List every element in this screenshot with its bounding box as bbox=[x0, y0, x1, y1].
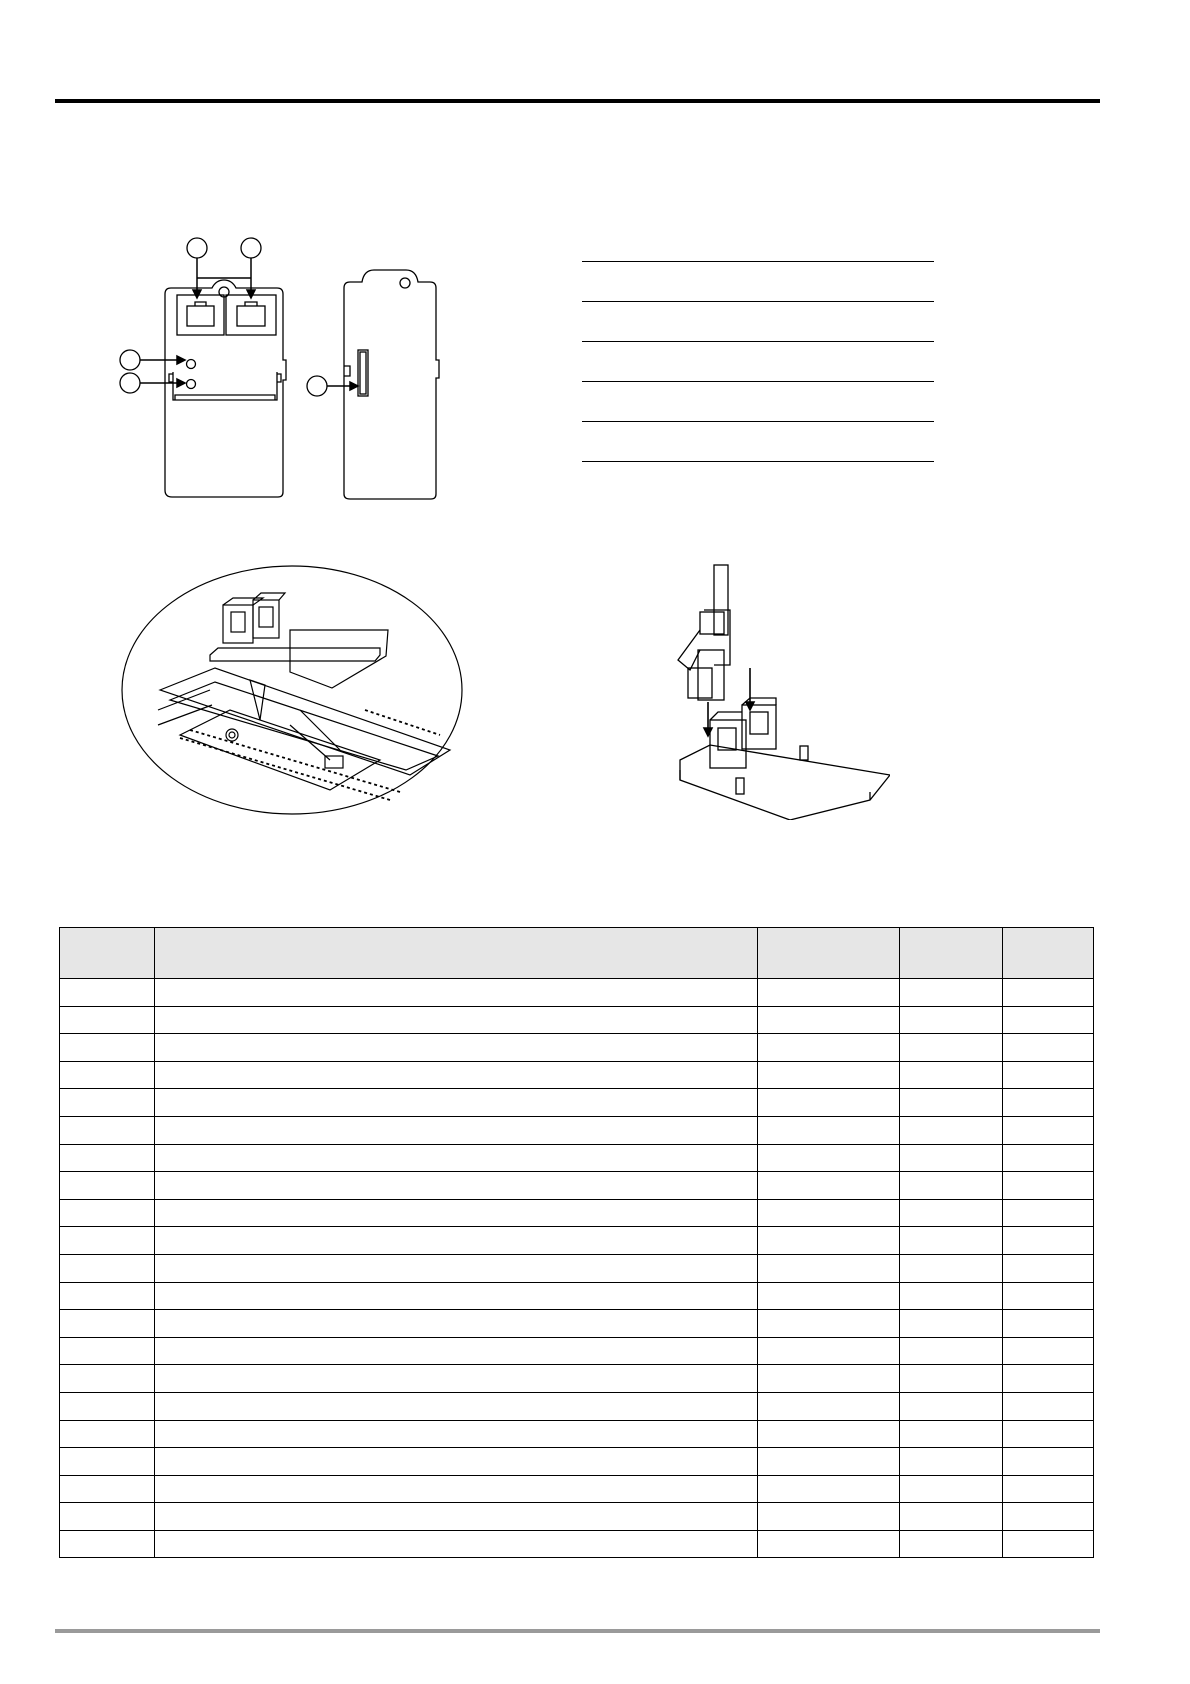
spec-table-cell bbox=[900, 1199, 1003, 1227]
spec-table-cell bbox=[60, 1310, 155, 1338]
callout-circle-5 bbox=[307, 376, 327, 396]
spec-table-cell bbox=[60, 1172, 155, 1200]
spec-table-cell bbox=[60, 1089, 155, 1117]
installation-figure bbox=[120, 560, 465, 820]
spec-table-row bbox=[60, 1503, 1094, 1531]
spec-table-row bbox=[60, 1365, 1094, 1393]
spec-table-cell bbox=[758, 1365, 900, 1393]
module-front-view-figure bbox=[115, 232, 295, 502]
spec-table-cell bbox=[900, 1365, 1003, 1393]
cable-connect-figure bbox=[670, 560, 890, 820]
spec-table-cell bbox=[900, 1475, 1003, 1503]
spec-table-cell bbox=[60, 1392, 155, 1420]
spec-table-cell bbox=[758, 1282, 900, 1310]
spec-table-cell bbox=[154, 1448, 757, 1476]
spec-table-cell bbox=[758, 1034, 900, 1062]
spec-header-cell bbox=[1003, 928, 1094, 979]
spec-table-cell bbox=[758, 1227, 900, 1255]
spec-table-cell bbox=[758, 1448, 900, 1476]
module-installation-zoom bbox=[120, 560, 465, 820]
spec-table-cell bbox=[758, 1006, 900, 1034]
spec-table-cell bbox=[758, 1503, 900, 1531]
spec-table-row bbox=[60, 1172, 1094, 1200]
spec-table-cell bbox=[1003, 979, 1094, 1007]
module-back-view bbox=[300, 262, 480, 502]
spec-table-cell bbox=[900, 1116, 1003, 1144]
spec-table-cell bbox=[900, 1420, 1003, 1448]
spec-table-cell bbox=[60, 1227, 155, 1255]
spec-table-row bbox=[60, 1448, 1094, 1476]
spec-table-cell bbox=[1003, 1475, 1094, 1503]
spec-table-cell bbox=[758, 1392, 900, 1420]
spec-table-cell bbox=[1003, 1144, 1094, 1172]
spec-table-cell bbox=[1003, 1116, 1094, 1144]
spec-table-cell bbox=[900, 1089, 1003, 1117]
spec-table-cell bbox=[1003, 1006, 1094, 1034]
spec-table-cell bbox=[60, 1337, 155, 1365]
spec-table-cell bbox=[900, 1530, 1003, 1558]
spec-table-cell bbox=[1003, 1503, 1094, 1531]
spec-table-cell bbox=[60, 1116, 155, 1144]
footer-rule bbox=[55, 1629, 1100, 1633]
spec-table-row bbox=[60, 1089, 1094, 1117]
spec-table-cell bbox=[154, 1503, 757, 1531]
spec-table-row bbox=[60, 1420, 1094, 1448]
spec-table-cell bbox=[60, 1254, 155, 1282]
spec-table-cell bbox=[900, 1144, 1003, 1172]
reference-row bbox=[582, 301, 934, 341]
spec-table-row bbox=[60, 1006, 1094, 1034]
spec-table-cell bbox=[1003, 1448, 1094, 1476]
spec-table-cell bbox=[154, 1254, 757, 1282]
spec-table-row bbox=[60, 1310, 1094, 1338]
spec-table-cell bbox=[154, 1227, 757, 1255]
spec-table-cell bbox=[758, 1116, 900, 1144]
spec-table-cell bbox=[1003, 1392, 1094, 1420]
spec-table-cell bbox=[1003, 1365, 1094, 1393]
spec-table-cell bbox=[758, 1310, 900, 1338]
module-back-view-figure bbox=[300, 262, 480, 502]
spec-table-cell bbox=[900, 1448, 1003, 1476]
spec-table-cell bbox=[60, 1503, 155, 1531]
spec-table-cell bbox=[900, 1337, 1003, 1365]
spec-table-cell bbox=[60, 1061, 155, 1089]
spec-table-cell bbox=[900, 1254, 1003, 1282]
spec-table-cell bbox=[900, 1227, 1003, 1255]
spec-table-cell bbox=[154, 979, 757, 1007]
reference-row bbox=[582, 381, 934, 421]
spec-table-cell bbox=[154, 1392, 757, 1420]
spec-table-cell bbox=[758, 1144, 900, 1172]
spec-table-cell bbox=[900, 1006, 1003, 1034]
callout-circle-1 bbox=[187, 238, 207, 258]
spec-table-cell bbox=[60, 1199, 155, 1227]
spec-table-row bbox=[60, 979, 1094, 1007]
spec-table-cell bbox=[154, 1061, 757, 1089]
spec-table-row bbox=[60, 1282, 1094, 1310]
spec-table-cell bbox=[758, 1475, 900, 1503]
spec-table-cell bbox=[60, 979, 155, 1007]
module-front-view bbox=[115, 232, 295, 502]
spec-table-cell bbox=[1003, 1337, 1094, 1365]
spec-table-cell bbox=[758, 1254, 900, 1282]
spec-header-cell bbox=[758, 928, 900, 979]
spec-table-cell bbox=[1003, 1034, 1094, 1062]
spec-table-cell bbox=[154, 1144, 757, 1172]
spec-table-row bbox=[60, 1337, 1094, 1365]
reference-row bbox=[582, 421, 934, 462]
spec-table-cell bbox=[758, 1337, 900, 1365]
spec-table-cell bbox=[900, 1282, 1003, 1310]
spec-table-row bbox=[60, 1199, 1094, 1227]
spec-table-cell bbox=[154, 1172, 757, 1200]
spec-table-cell bbox=[154, 1310, 757, 1338]
cable-connector-insertion bbox=[670, 560, 890, 820]
spec-table-cell bbox=[154, 1034, 757, 1062]
spec-table-cell bbox=[60, 1420, 155, 1448]
spec-table-cell bbox=[154, 1282, 757, 1310]
spec-table-cell bbox=[900, 1503, 1003, 1531]
callout-circle-3 bbox=[120, 350, 140, 370]
reference-row bbox=[582, 341, 934, 381]
spec-table-cell bbox=[154, 1365, 757, 1393]
spec-table-body bbox=[60, 979, 1094, 1558]
header-rule bbox=[55, 99, 1100, 103]
spec-table-cell bbox=[758, 1061, 900, 1089]
spec-table-cell bbox=[60, 1144, 155, 1172]
spec-table-cell bbox=[154, 1337, 757, 1365]
spec-table-cell bbox=[1003, 1254, 1094, 1282]
callout-circle-2 bbox=[241, 238, 261, 258]
spec-table-row bbox=[60, 1144, 1094, 1172]
spec-table-cell bbox=[154, 1089, 757, 1117]
spec-table-cell bbox=[900, 1034, 1003, 1062]
spec-table-cell bbox=[1003, 1227, 1094, 1255]
spec-table-cell bbox=[154, 1116, 757, 1144]
spec-table-cell bbox=[154, 1420, 757, 1448]
spec-table-cell bbox=[900, 1310, 1003, 1338]
spec-table-cell bbox=[1003, 1310, 1094, 1338]
spec-table-header-row bbox=[60, 928, 1094, 979]
spec-table-cell bbox=[900, 1061, 1003, 1089]
spec-table-cell bbox=[1003, 1172, 1094, 1200]
spec-table-row bbox=[60, 1227, 1094, 1255]
spec-table-cell bbox=[1003, 1089, 1094, 1117]
spec-header-cell bbox=[154, 928, 757, 979]
spec-table-row bbox=[60, 1475, 1094, 1503]
spec-table-cell bbox=[1003, 1199, 1094, 1227]
spec-table-cell bbox=[60, 1365, 155, 1393]
spec-table-cell bbox=[900, 1392, 1003, 1420]
spec-table-cell bbox=[900, 1172, 1003, 1200]
spec-table-cell bbox=[154, 1475, 757, 1503]
spec-table-cell bbox=[60, 1034, 155, 1062]
spec-table-row bbox=[60, 1116, 1094, 1144]
spec-table-cell bbox=[758, 1420, 900, 1448]
spec-table-row bbox=[60, 1034, 1094, 1062]
spec-table-cell bbox=[758, 1172, 900, 1200]
spec-table-cell bbox=[1003, 1530, 1094, 1558]
spec-table-row bbox=[60, 1061, 1094, 1089]
spec-table-cell bbox=[60, 1006, 155, 1034]
spec-table-cell bbox=[758, 1530, 900, 1558]
spec-table-cell bbox=[60, 1282, 155, 1310]
spec-table-row bbox=[60, 1392, 1094, 1420]
spec-table-cell bbox=[154, 1530, 757, 1558]
spec-header-cell bbox=[60, 928, 155, 979]
spec-table-cell bbox=[60, 1448, 155, 1476]
callout-circle-4 bbox=[120, 373, 140, 393]
spec-table-row bbox=[60, 1254, 1094, 1282]
spec-table-cell bbox=[1003, 1061, 1094, 1089]
spec-table-cell bbox=[900, 979, 1003, 1007]
spec-table-cell bbox=[154, 1199, 757, 1227]
spec-header-cell bbox=[900, 928, 1003, 979]
spec-table-cell bbox=[1003, 1282, 1094, 1310]
reference-row bbox=[582, 261, 934, 301]
spec-table-cell bbox=[1003, 1420, 1094, 1448]
spec-table-cell bbox=[60, 1475, 155, 1503]
spec-table-cell bbox=[154, 1006, 757, 1034]
reference-table bbox=[582, 261, 934, 462]
spec-table bbox=[59, 927, 1094, 1558]
spec-table-cell bbox=[758, 1089, 900, 1117]
spec-table-cell bbox=[758, 979, 900, 1007]
spec-table-row bbox=[60, 1530, 1094, 1558]
spec-table-cell bbox=[60, 1530, 155, 1558]
spec-table-cell bbox=[758, 1199, 900, 1227]
